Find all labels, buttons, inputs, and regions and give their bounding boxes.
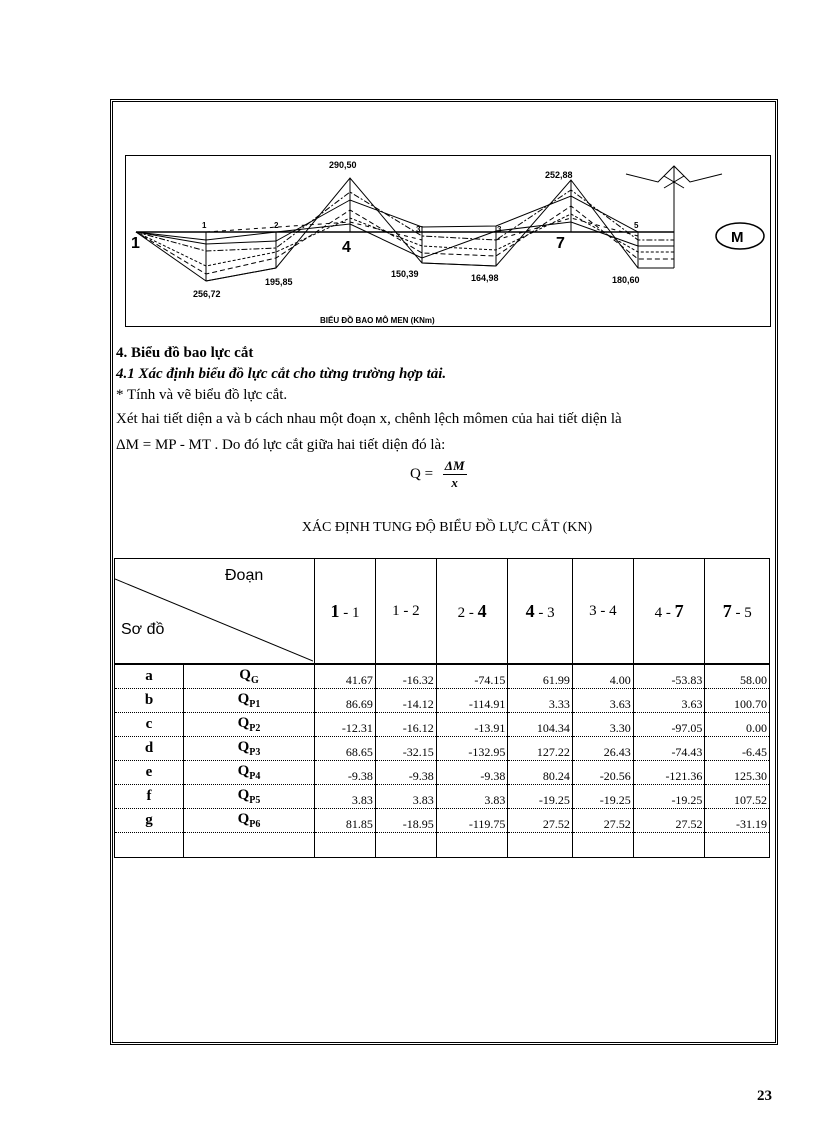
table-cell: 3.83 [436,785,508,809]
node-label-4: 4 [342,239,351,256]
table-cell: 104.34 [508,713,572,737]
empty-cell [436,833,508,858]
table-cell: -9.38 [436,761,508,785]
table-title: XÁC ĐỊNH TUNG ĐỘ BIỂU ĐỒ LỰC CẮT (KN) [301,520,593,535]
row-label: b [115,689,184,713]
row-quantity: $Q_{P6}$ [184,809,315,833]
table-corner-cell [115,559,315,665]
table-cell: -132.95 [436,737,508,761]
corner-diagonal [115,559,313,663]
text-line-3: ΔM = MP - MT . Do đó lực cắt giữa hai tiết diện đó là: [116,437,446,453]
table-cell: 81.85 [315,809,376,833]
table-row [115,785,770,809]
table-row [115,664,770,689]
table-cell: 107.52 [705,785,770,809]
table-cell: -19.25 [508,785,572,809]
empty-cell [184,833,315,858]
table-cell: -9.38 [315,761,376,785]
table-cell: -121.36 [633,761,705,785]
table-cell: -119.75 [436,809,508,833]
node-label-7: 7 [556,235,565,252]
table-cell: 61.99 [508,664,572,689]
formula-lhs: Q = [410,465,434,482]
table-cell: 100.70 [705,689,770,713]
table-cell: 125.30 [705,761,770,785]
shear-table [114,558,770,858]
value-label-150: 150,39 [391,269,419,279]
table-cell: -97.05 [633,713,705,737]
empty-cell [315,833,376,858]
value-label-195: 195,85 [265,277,293,287]
table-cell: -13.91 [436,713,508,737]
table-cell: 27.52 [633,809,705,833]
table-cell: -16.12 [375,713,436,737]
table-empty-row [115,833,770,858]
table-cell: -20.56 [572,761,633,785]
corner-bottom-label: Sơ đồ [121,621,165,638]
col-header-5: 3 - 4 [572,559,633,665]
diagram-title: BIỂU ĐỒ BAO MÔ MEN (KNm) [320,316,435,325]
table-cell: -19.25 [633,785,705,809]
moment-envelope-diagram [125,155,771,327]
empty-cell [705,833,770,858]
formula-denominator: x [451,475,458,490]
table-cell: 3.63 [572,689,633,713]
row-label: c [115,713,184,737]
formula-fraction [443,458,467,491]
table-cell: -53.83 [633,664,705,689]
table-cell: 80.24 [508,761,572,785]
corner-top-label: Đoạn [225,567,264,584]
row-label: e [115,761,184,785]
empty-cell [375,833,436,858]
value-label-252: 252,88 [545,170,573,180]
shear-formula [410,458,467,491]
empty-cell [508,833,572,858]
row-quantity: $Q_{P5}$ [184,785,315,809]
row-quantity: $Q_{P4}$ [184,761,315,785]
table-cell: -16.32 [375,664,436,689]
table-cell: 68.65 [315,737,376,761]
table-cell: -31.19 [705,809,770,833]
table-header-row [115,559,770,665]
col-header-6: 4 - 7 [633,559,705,665]
text-line-1: * Tính và vẽ biểu đồ lực cắt. [116,387,288,403]
table-row [115,761,770,785]
col-header-7: 7 - 5 [705,559,770,665]
text-block [116,343,770,456]
table-cell: 4.00 [572,664,633,689]
table-cell: -14.12 [375,689,436,713]
table-cell: -6.45 [705,737,770,761]
table-cell: 3.83 [375,785,436,809]
table-cell: -74.15 [436,664,508,689]
table-cell: -18.95 [375,809,436,833]
moment-envelope-svg [126,156,772,328]
table-cell: -12.31 [315,713,376,737]
node-label-3b: 3 [497,225,502,234]
table-cell: 86.69 [315,689,376,713]
table-cell: -114.91 [436,689,508,713]
empty-cell [115,833,184,858]
row-label: a [115,664,184,689]
heading-shear-envelope: 4. Biểu đồ bao lực cắt [116,345,254,361]
value-label-290: 290,50 [329,160,357,170]
table-cell: 3.63 [633,689,705,713]
table-cell: 3.83 [315,785,376,809]
row-quantity: $Q_{P3}$ [184,737,315,761]
node-label-3: 3 [416,225,421,234]
page-number: 23 [757,1088,772,1104]
col-header-4: 4 - 3 [508,559,572,665]
empty-cell [572,833,633,858]
empty-cell [633,833,705,858]
formula-numerator: ΔM [444,458,465,473]
table-cell: 27.52 [508,809,572,833]
col-header-1: 1 - 1 [315,559,376,665]
table-cell: 127.22 [508,737,572,761]
value-label-164: 164,98 [471,273,499,283]
table-cell: 3.33 [508,689,572,713]
row-quantity: $Q_{P2}$ [184,713,315,737]
heading-load-cases: 4.1 Xác định biểu đồ lực cắt cho từng trường hợp tải. [116,366,447,382]
node-label-1b: 1 [202,221,207,230]
row-quantity: $Q_{P1}$ [184,689,315,713]
table-cell: 3.30 [572,713,633,737]
value-label-180: 180,60 [612,275,640,285]
node-label-2: 2 [274,221,279,230]
row-label: g [115,809,184,833]
table-row [115,713,770,737]
col-header-2: 1 - 2 [375,559,436,665]
row-label: d [115,737,184,761]
table-cell: -19.25 [572,785,633,809]
row-label: f [115,785,184,809]
table-row [115,737,770,761]
text-line-2: Xét hai tiết diện a và b cách nhau một đoạn x, chênh lệch mômen của hai tiết diện là [116,411,622,427]
table-cell: -74.43 [633,737,705,761]
value-label-256: 256,72 [193,289,221,299]
table-row [115,809,770,833]
row-quantity: $Q_G$ [184,664,315,689]
table-body [115,664,770,858]
table-row [115,689,770,713]
table-cell: -9.38 [375,761,436,785]
table-cell: 58.00 [705,664,770,689]
table-cell: 26.43 [572,737,633,761]
col-header-3: 2 - 4 [436,559,508,665]
table-cell: 41.67 [315,664,376,689]
moment-badge: M [731,229,744,246]
node-label-1: 1 [131,235,140,252]
node-label-5: 5 [634,221,639,230]
table-cell: 0.00 [705,713,770,737]
table-cell: 27.52 [572,809,633,833]
table-cell: -32.15 [375,737,436,761]
